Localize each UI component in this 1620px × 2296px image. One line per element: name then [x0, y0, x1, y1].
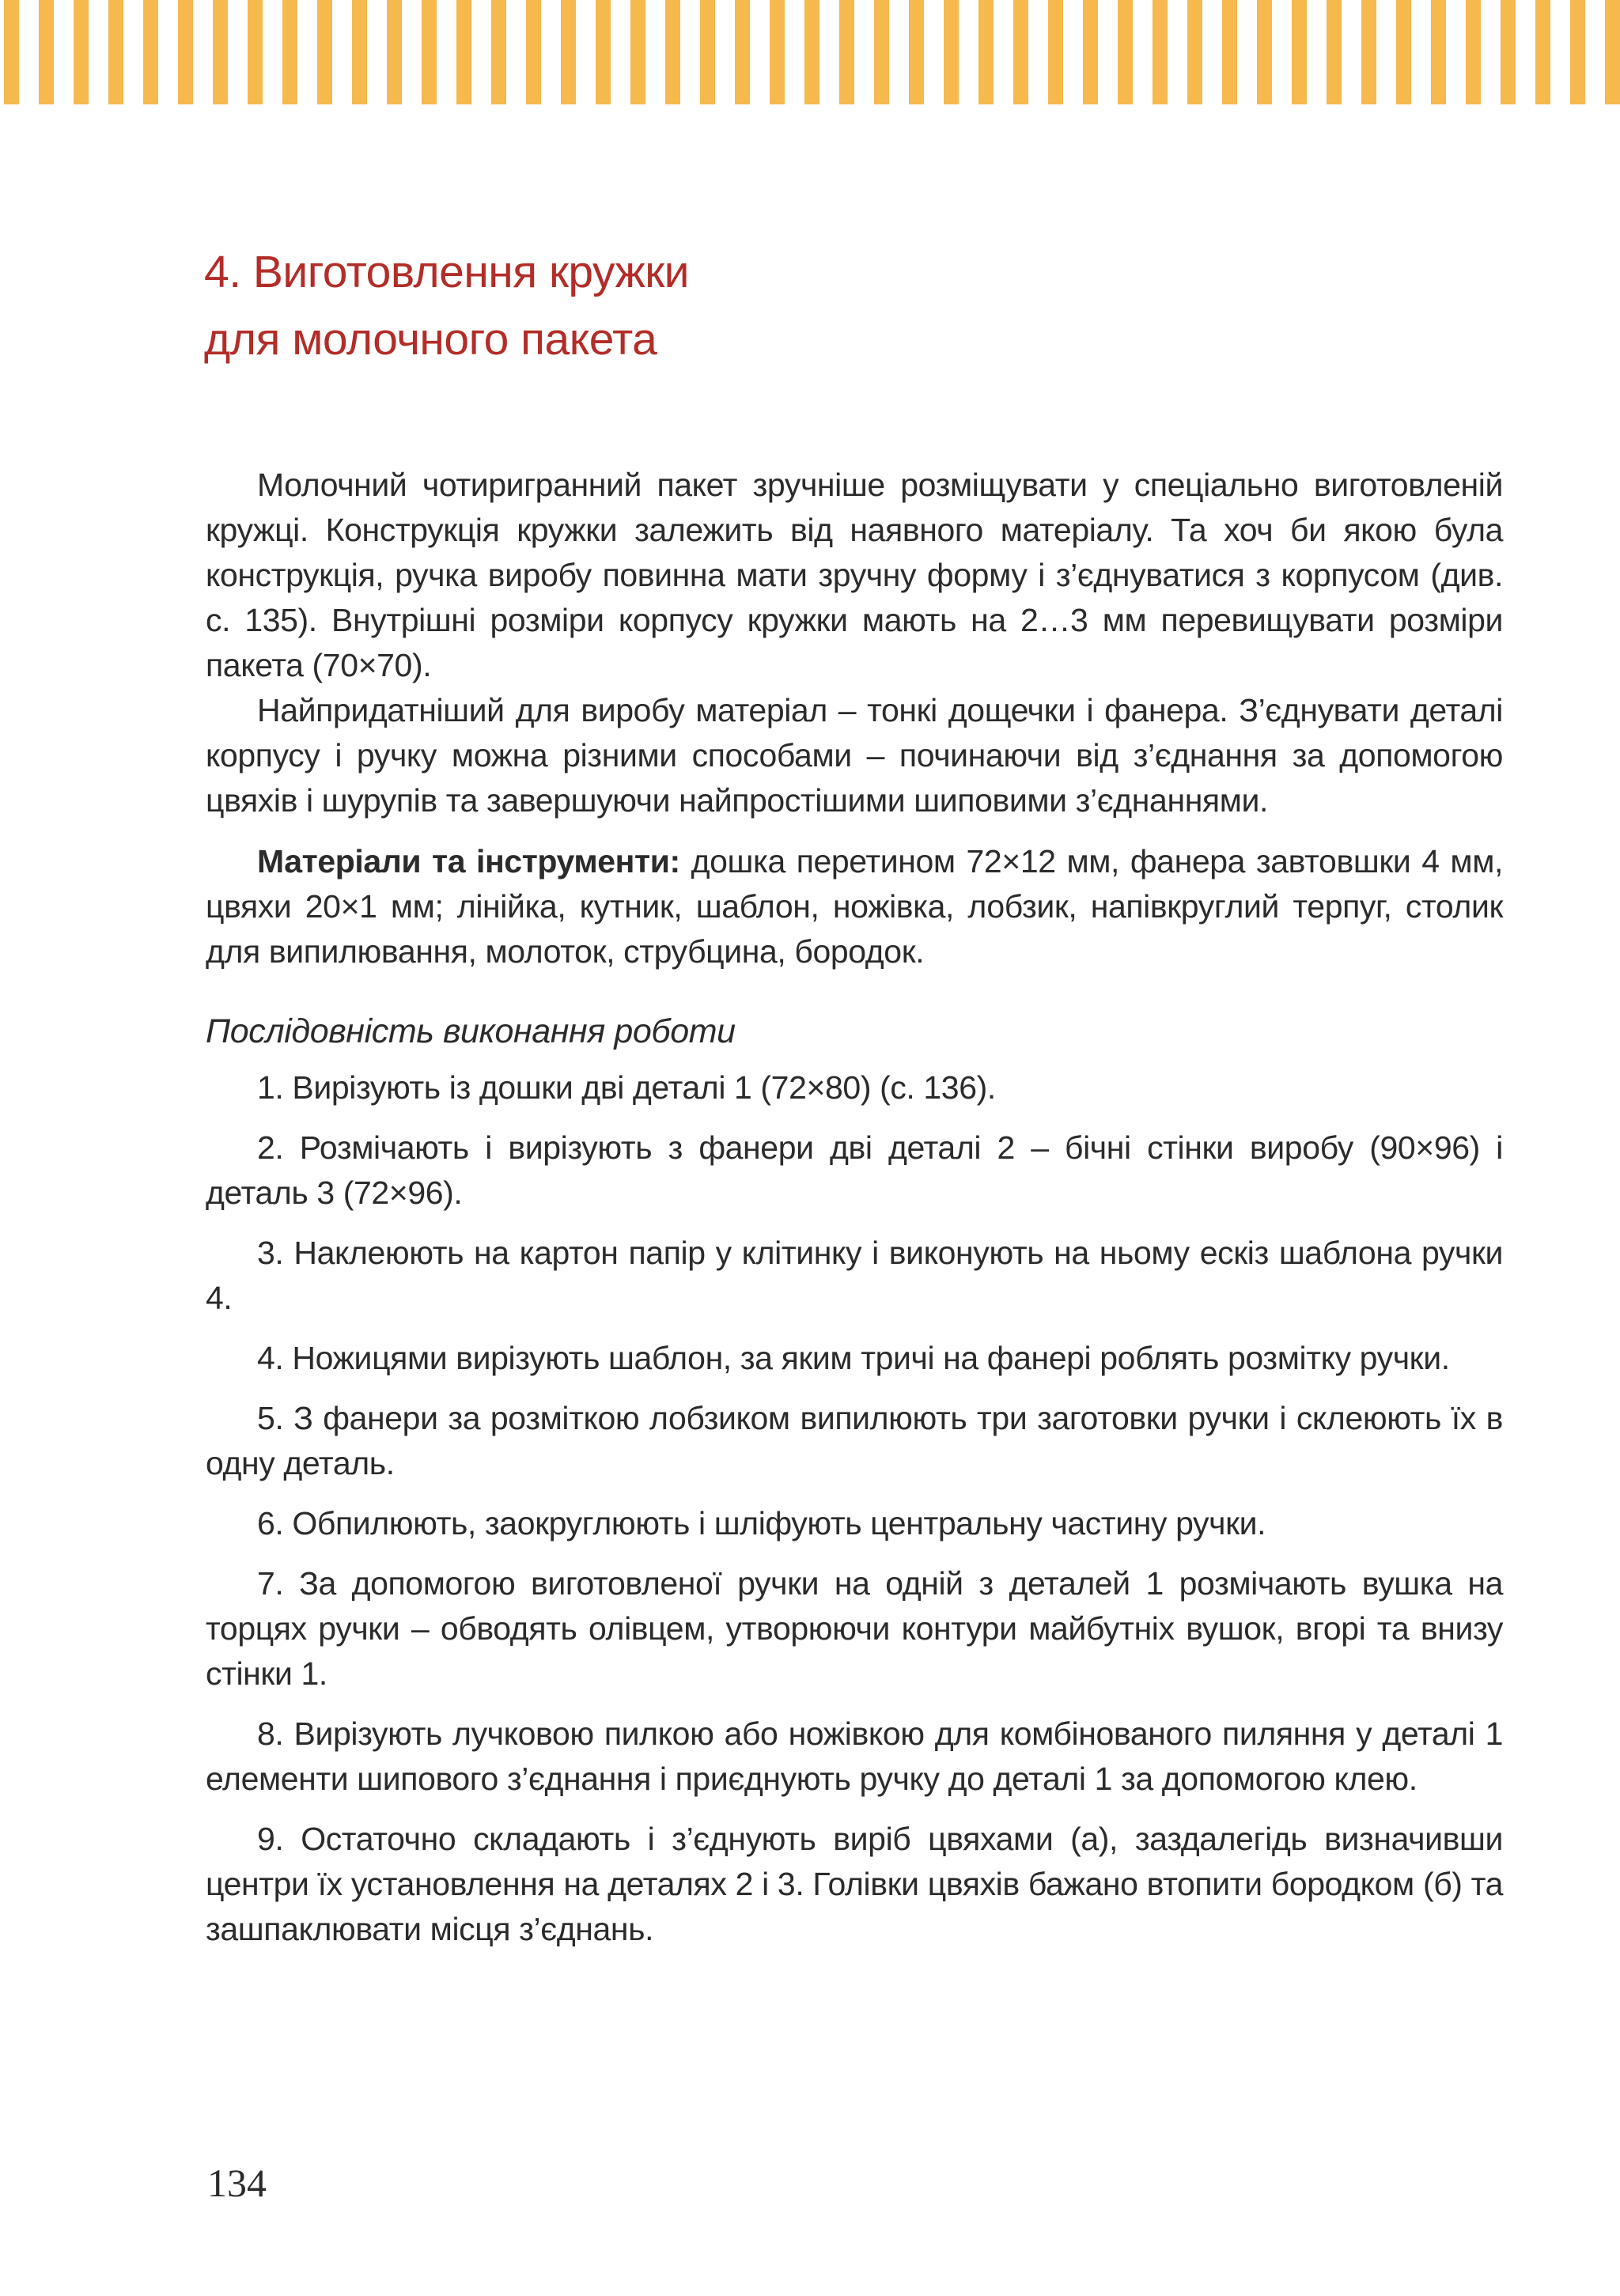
- page-title-line-1: 4. Виготовлення кружки: [204, 247, 690, 297]
- step-item: 7. За допомогою виготовленої ручки на одній з деталей 1 розмічають вушка на торцях ручки – обводять олівцем, утворюючи контури майбутніх вушок, вгорі та внизу стінки 1.: [206, 1565, 1503, 1692]
- step-item: 9. Остаточно складають і з’єднують виріб цвяхами (а), заздалегідь визначивши центри їх установлення на деталях 2 і 3. Голівки цвяхів бажано втопити бородком (б) та зашпаклювати місця з’єднань.: [206, 1821, 1503, 1947]
- page-title: [204, 239, 1391, 373]
- step-item: 6. Обпилюють, заокруглюють і шліфують центральну частину ручки.: [257, 1505, 1266, 1541]
- step-item: 3. Наклеюють на картон папір у клітинку і виконують на ньому ескіз шаблона ручки 4.: [206, 1235, 1503, 1316]
- steps-list: [206, 1065, 1503, 1952]
- materials-label: Матеріали та інструменти:: [257, 843, 680, 879]
- step-item: 5. З фанери за розміткою лобзиком випилюють три заготовки ручки і склеюють їх в одну деталь.: [206, 1400, 1503, 1481]
- sequence-heading: Послідовність виконання роботи: [206, 1012, 736, 1050]
- step-item: 2. Розмічають і вирізують з фанери дві деталі 2 – бічні стінки виробу (90×96) і деталь 3 (72×96).: [206, 1129, 1503, 1211]
- intro-paragraph: Молочний чотиригранний пакет зручніше розміщувати у спеціально виготовленій кружці. Конструкція кружки залежить від наявного матеріалу. Та хоч би якою була конструкція, ручка виробу повинна мати зручну форму і з’єднуватися з корпусом (див. с. 135). Внутрішні розміри корпусу кружки мають на 2…3 мм перевищувати розміри пакета (70×70).: [206, 467, 1503, 683]
- intro-paragraph: Найпридатніший для виробу матеріал – тонкі дощечки і фанера. З’єднувати деталі корпусу і ручку можна різними способами – починаючи від з’єднання за допомогою цвяхів і шурупів та завершуючи найпростішими шиповими з’єднаннями.: [206, 692, 1503, 819]
- page-number: 134: [207, 2161, 267, 2205]
- page-title-line-2: для молочного пакета: [204, 314, 657, 365]
- step-item: 8. Вирізують лучковою пилкою або ножівкою для комбінованого пиляння у деталі 1 елементи шипового з’єднання і приєднують ручку до деталі 1 за допомогою клею.: [206, 1715, 1503, 1797]
- step-item: 4. Ножицями вирізують шаблон, за яким тричі на фанері роблять розмітку ручки.: [257, 1340, 1450, 1376]
- step-item: 1. Вирізують із дошки дві деталі 1 (72×80) (с. 136).: [257, 1069, 996, 1106]
- main-content: [206, 463, 1503, 1967]
- decorative-stripe-band: [0, 0, 1620, 104]
- materials-paragraph: [206, 839, 1503, 974]
- materials-text: дошка перетином 72×12 мм, фанера завтовшки 4 мм, цвяхи 20×1 мм; лінійка, кутник, шаблон, ножівка, лобзик, напівкруглий терпуг, столик для випилювання, молоток, струбцина, бородок.: [206, 843, 1503, 970]
